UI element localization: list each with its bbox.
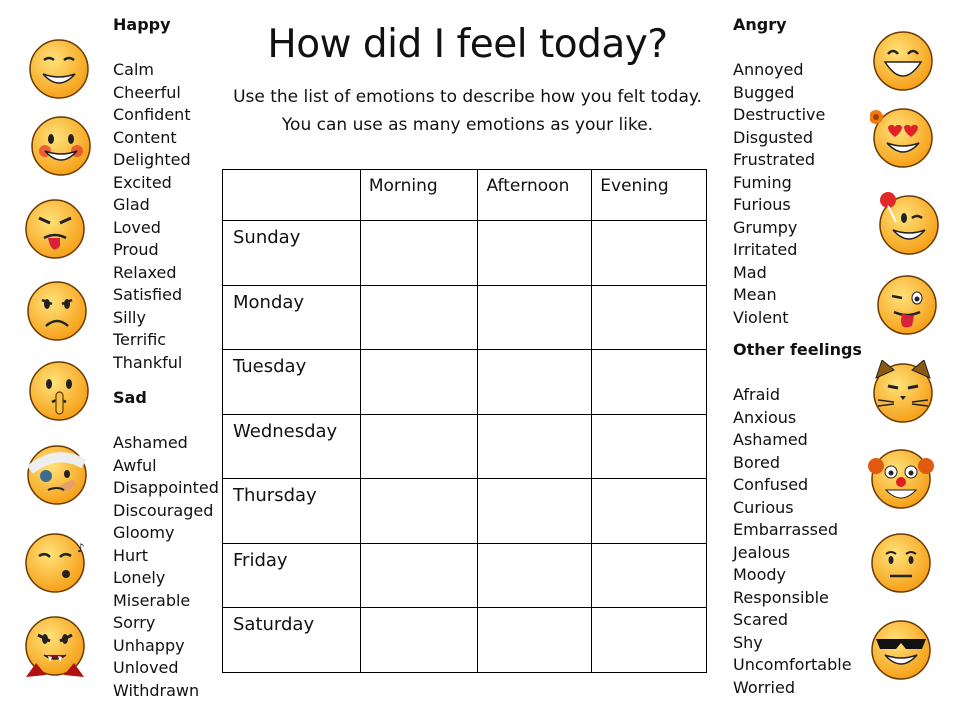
emotion-word: Embarrassed — [733, 520, 839, 539]
happy-heading: Happy — [113, 15, 171, 34]
grinning-smiley-icon — [26, 36, 92, 102]
table-header-row — [223, 170, 707, 221]
feeling-cell[interactable] — [592, 221, 707, 286]
emotion-word: Confused — [733, 475, 809, 494]
angry-word-list — [733, 59, 862, 329]
emotion-word: Worried — [733, 677, 795, 697]
emotion-word: Destructive — [733, 105, 826, 124]
day-label: Saturday — [223, 608, 361, 673]
corner-cell — [223, 170, 361, 221]
emotion-word: Shy — [733, 632, 763, 652]
frowning-smiley-icon — [24, 278, 90, 344]
bandaged-smiley-icon — [24, 442, 90, 508]
feeling-cell[interactable] — [592, 285, 707, 350]
lollipop-smiley-icon — [876, 192, 942, 258]
emotion-word: Calm — [113, 60, 155, 79]
emotion-word: Furious — [733, 195, 791, 214]
emotion-word: Awful — [113, 455, 157, 475]
emotion-word: Frustrated — [733, 150, 816, 169]
table-row — [223, 543, 707, 608]
emotion-word: Grumpy — [733, 217, 798, 237]
tongue-wink-smiley-icon — [874, 272, 940, 338]
emotion-word: Content — [113, 127, 177, 147]
table-row — [223, 479, 707, 544]
day-label: Tuesday — [223, 350, 361, 415]
emotion-word: Bugged — [733, 82, 795, 102]
feeling-cell[interactable] — [360, 221, 478, 286]
feeling-cell[interactable] — [478, 543, 592, 608]
emotion-word: Lonely — [113, 568, 166, 587]
emotion-word: Mean — [733, 285, 777, 304]
angry-heading: Angry — [733, 15, 787, 34]
feeling-cell[interactable] — [478, 350, 592, 415]
feeling-cell[interactable] — [592, 414, 707, 479]
feeling-cell[interactable] — [592, 479, 707, 544]
feeling-cell[interactable] — [478, 221, 592, 286]
emotion-word: Confident — [113, 105, 191, 124]
emotion-word: Discouraged — [113, 500, 214, 520]
neutral-smiley-icon — [868, 530, 934, 596]
sad-word-list — [113, 432, 219, 702]
cat-smiley-icon — [870, 360, 936, 426]
emotion-word: Unhappy — [113, 635, 185, 655]
table-row — [223, 221, 707, 286]
column-header-evening: Evening — [592, 170, 707, 221]
emotion-word: Moody — [733, 565, 787, 584]
right-emotion-list — [733, 14, 862, 699]
svg-text:♪: ♪ — [77, 541, 85, 555]
table-row — [223, 414, 707, 479]
emotion-word: Ashamed — [113, 433, 188, 452]
emotion-word: Terrific — [113, 330, 167, 349]
feeling-cell[interactable] — [478, 285, 592, 350]
emotion-word: Sorry — [113, 613, 156, 632]
day-label: Monday — [223, 285, 361, 350]
sunglasses-smiley-icon — [868, 617, 934, 683]
feeling-cell[interactable] — [360, 285, 478, 350]
emotion-word: Afraid — [733, 385, 780, 404]
feeling-cell[interactable] — [360, 479, 478, 544]
blushing-smiley-icon — [28, 113, 94, 179]
emotion-word: Disappointed — [113, 478, 219, 497]
emotion-word: Loved — [113, 217, 161, 237]
whistling-smiley-icon — [22, 530, 88, 596]
sad-heading: Sad — [113, 388, 147, 407]
table-row — [223, 608, 707, 673]
vampire-smiley-icon — [22, 613, 88, 679]
emotion-word: Ashamed — [733, 430, 808, 449]
feelings-table — [222, 169, 707, 673]
emotion-word: Delighted — [113, 150, 191, 169]
feeling-cell[interactable] — [478, 608, 592, 673]
emotion-word: Scared — [733, 610, 788, 629]
emotion-word: Bored — [733, 452, 780, 472]
day-label: Wednesday — [223, 414, 361, 479]
emotion-word: Unloved — [113, 658, 179, 677]
emotion-word: Uncomfortable — [733, 655, 852, 674]
emotion-word: Excited — [113, 172, 172, 192]
emotion-word: Jealous — [733, 542, 791, 562]
feeling-cell[interactable] — [360, 414, 478, 479]
heart-eyes-flower-smiley-icon — [870, 105, 936, 171]
instruction-line-1: Use the list of emotions to describe how you felt today. — [233, 87, 702, 107]
column-header-afternoon: Afternoon — [478, 170, 592, 221]
emotion-word: Withdrawn — [113, 680, 200, 700]
emotion-word: Fuming — [733, 172, 792, 192]
emotion-word: Annoyed — [733, 60, 804, 79]
happy-word-list — [113, 59, 219, 374]
emotion-word: Silly — [113, 307, 146, 327]
feeling-cell[interactable] — [360, 608, 478, 673]
other-word-list — [733, 384, 862, 699]
feeling-cell[interactable] — [360, 543, 478, 608]
instruction-line-2: You can use as many emotions as your like. — [281, 115, 654, 135]
clown-smiley-icon — [868, 446, 934, 512]
big-grin-smiley-icon — [870, 28, 936, 94]
day-label: Friday — [223, 543, 361, 608]
emotion-word: Relaxed — [113, 262, 177, 282]
emotion-word: Miserable — [113, 590, 191, 610]
left-emotion-list — [113, 14, 219, 702]
emotion-word: Hurt — [113, 545, 149, 565]
feeling-cell[interactable] — [592, 543, 707, 608]
feeling-cell[interactable] — [592, 350, 707, 415]
table-row — [223, 350, 707, 415]
feeling-cell[interactable] — [478, 414, 592, 479]
feeling-cell[interactable] — [592, 608, 707, 673]
emotion-word: Cheerful — [113, 82, 181, 102]
emotion-word: Anxious — [733, 407, 797, 427]
emotion-word: Proud — [113, 240, 159, 259]
shushing-smiley-icon — [26, 358, 92, 424]
emotion-word: Thankful — [113, 352, 183, 372]
emotion-word: Irritated — [733, 240, 798, 259]
emotion-word: Disgusted — [733, 127, 814, 147]
emotion-word: Glad — [113, 195, 150, 214]
page-title: How did I feel today? — [267, 22, 668, 67]
emotion-word: Violent — [733, 307, 789, 327]
emotion-word: Mad — [733, 262, 767, 282]
day-label: Sunday — [223, 221, 361, 286]
emotion-word: Gloomy — [113, 523, 175, 542]
other-feelings-heading: Other feelings — [733, 340, 862, 359]
day-label: Thursday — [223, 479, 361, 544]
column-header-morning: Morning — [360, 170, 478, 221]
emotion-word: Responsible — [733, 587, 829, 607]
emotion-word: Satisfied — [113, 285, 183, 304]
feeling-cell[interactable] — [360, 350, 478, 415]
feeling-cell[interactable] — [478, 479, 592, 544]
table-row — [223, 285, 707, 350]
emotion-word: Curious — [733, 497, 794, 517]
tongue-out-smiley-icon — [22, 196, 88, 262]
